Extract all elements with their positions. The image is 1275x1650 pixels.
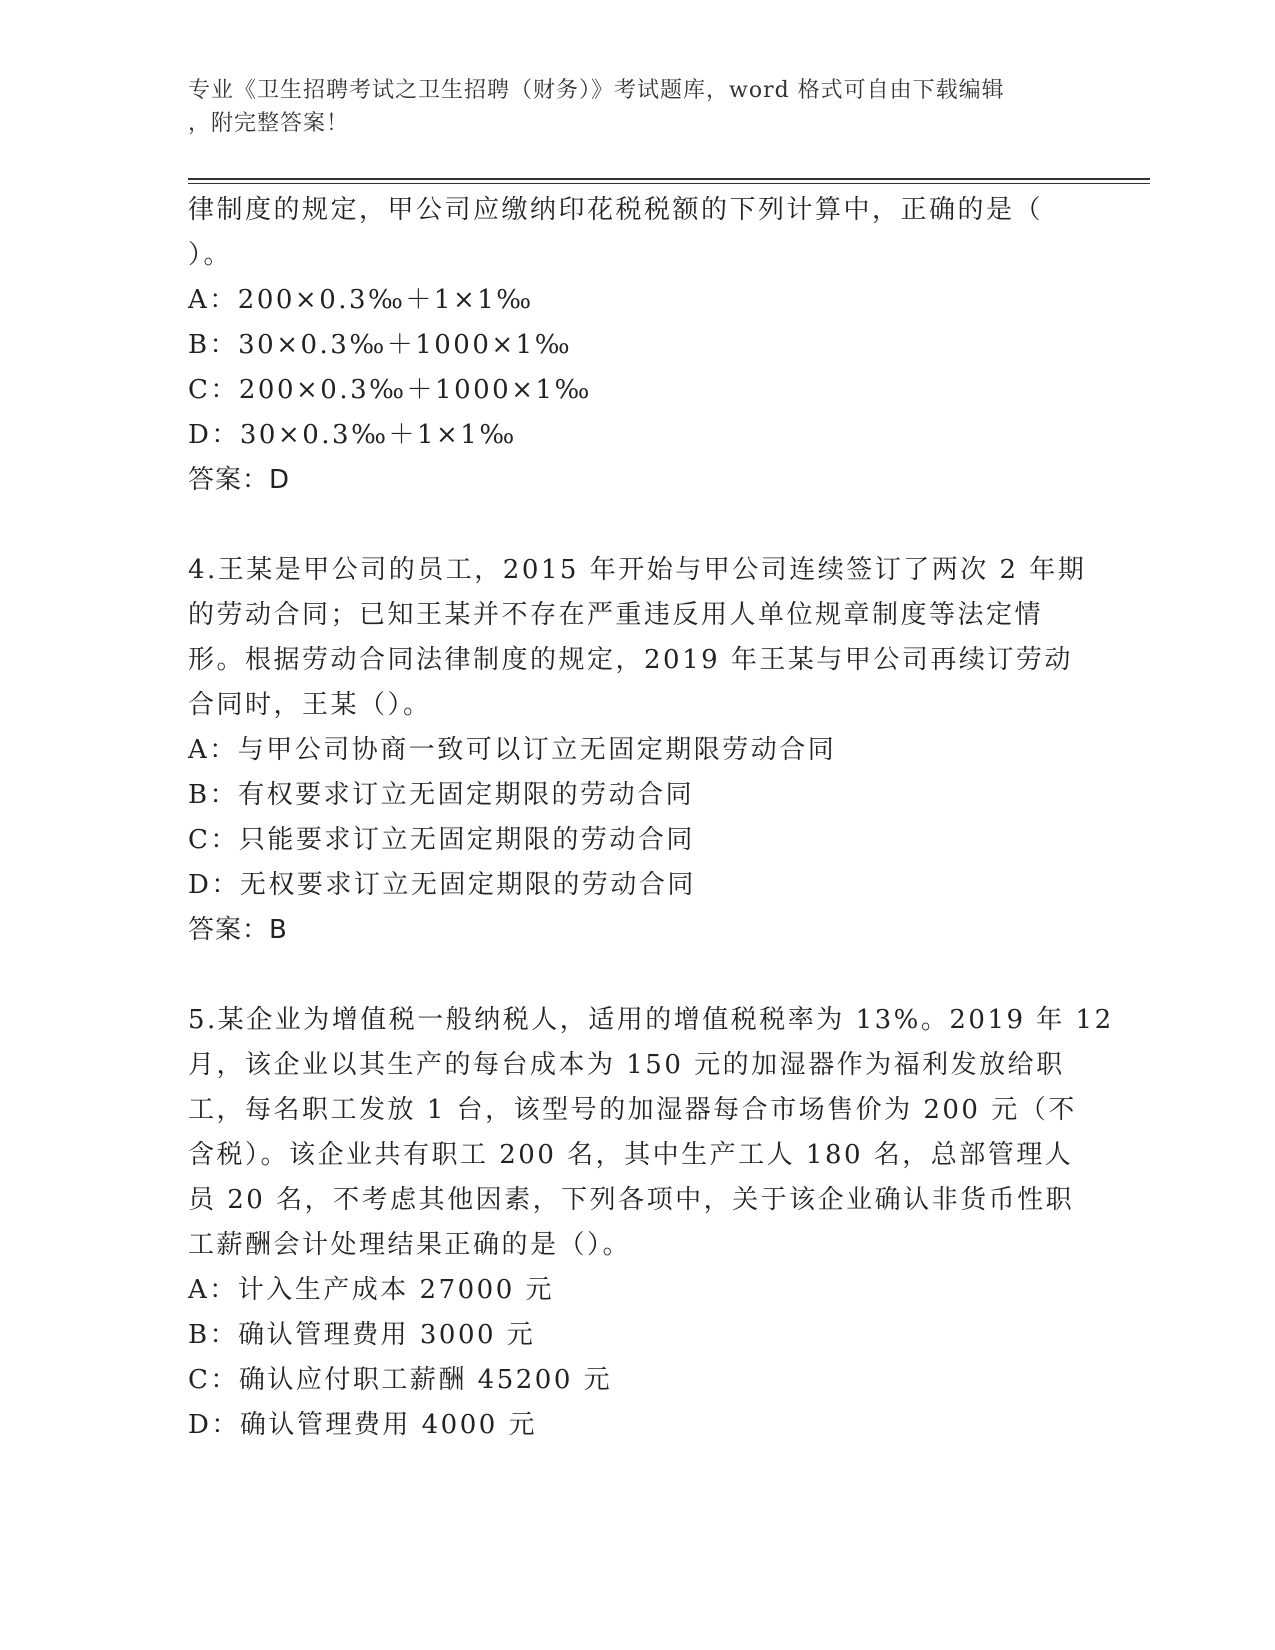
header-rule-thin — [188, 183, 1150, 184]
question-text-line: 含税）。该企业共有职工 200 名，其中生产工人 180 名，总部管理人 — [188, 1140, 1074, 1170]
question-text-line: 律制度的规定，甲公司应缴纳印花税税额的下列计算中，正确的是（ — [188, 195, 1044, 225]
question-text-line: 工，每名职工发放 1 台，该型号的加湿器每合市场售价为 200 元（不 — [188, 1095, 1077, 1125]
question-5 — [188, 998, 1114, 1448]
option-a: A：200×0.3‰＋1×1‰ — [188, 285, 534, 315]
option-a: A：计入生产成本 27000 元 — [188, 1275, 555, 1305]
option-c: C：200×0.3‰＋1000×1‰ — [188, 375, 592, 405]
header-line-1: 专业《卫生招聘考试之卫生招聘（财务）》考试题库，word 格式可自由下载编辑 — [188, 78, 1005, 103]
question-text-line: 的劳动合同；已知王某并不存在严重违反用人单位规章制度等法定情 — [188, 600, 1044, 630]
question-text-line: 月，该企业以其生产的每台成本为 150 元的加湿器作为福利发放给职 — [188, 1050, 1065, 1080]
question-text-line: ）。 — [188, 240, 233, 270]
option-d: D：确认管理费用 4000 元 — [188, 1410, 538, 1440]
question-text-line: 5.某企业为增值税一般纳税人，适用的增值税税率为 13%。2019 年 12 — [188, 1005, 1114, 1035]
option-b: B：30×0.3‰＋1000×1‰ — [188, 330, 573, 360]
question-4 — [188, 548, 1087, 953]
question-text-line: 合同时，王某（）。 — [188, 690, 432, 720]
answer-line: 答案：B — [188, 915, 288, 945]
option-d: D：无权要求订立无固定期限的劳动合同 — [188, 870, 696, 900]
option-c: C：确认应付职工薪酬 45200 元 — [188, 1365, 613, 1395]
question-text-line: 员 20 名，不考虑其他因素，下列各项中，关于该企业确认非货币性职 — [188, 1185, 1075, 1215]
header-rule-thick — [188, 178, 1150, 180]
question-text-line: 工薪酬会计处理结果正确的是（）。 — [188, 1230, 632, 1260]
question-3 — [188, 188, 1068, 503]
document-header — [188, 74, 1068, 140]
spacer — [188, 503, 1068, 548]
answer-line: 答案：D — [188, 465, 291, 495]
option-a: A：与甲公司协商一致可以订立无固定期限劳动合同 — [188, 735, 837, 765]
option-b: B：有权要求订立无固定期限的劳动合同 — [188, 780, 695, 810]
question-text-line: 4.王某是甲公司的员工，2015 年开始与甲公司连续签订了两次 2 年期 — [188, 555, 1087, 585]
question-text-line: 形。根据劳动合同法律制度的规定，2019 年王某与甲公司再续订劳动 — [188, 645, 1073, 675]
spacer — [188, 953, 1068, 998]
option-b: B：确认管理费用 3000 元 — [188, 1320, 536, 1350]
option-c: C：只能要求订立无固定期限的劳动合同 — [188, 825, 695, 855]
option-d: D：30×0.3‰＋1×1‰ — [188, 420, 517, 450]
document-body — [188, 188, 1114, 1448]
header-line-2: ，附完整答案！ — [188, 111, 350, 136]
